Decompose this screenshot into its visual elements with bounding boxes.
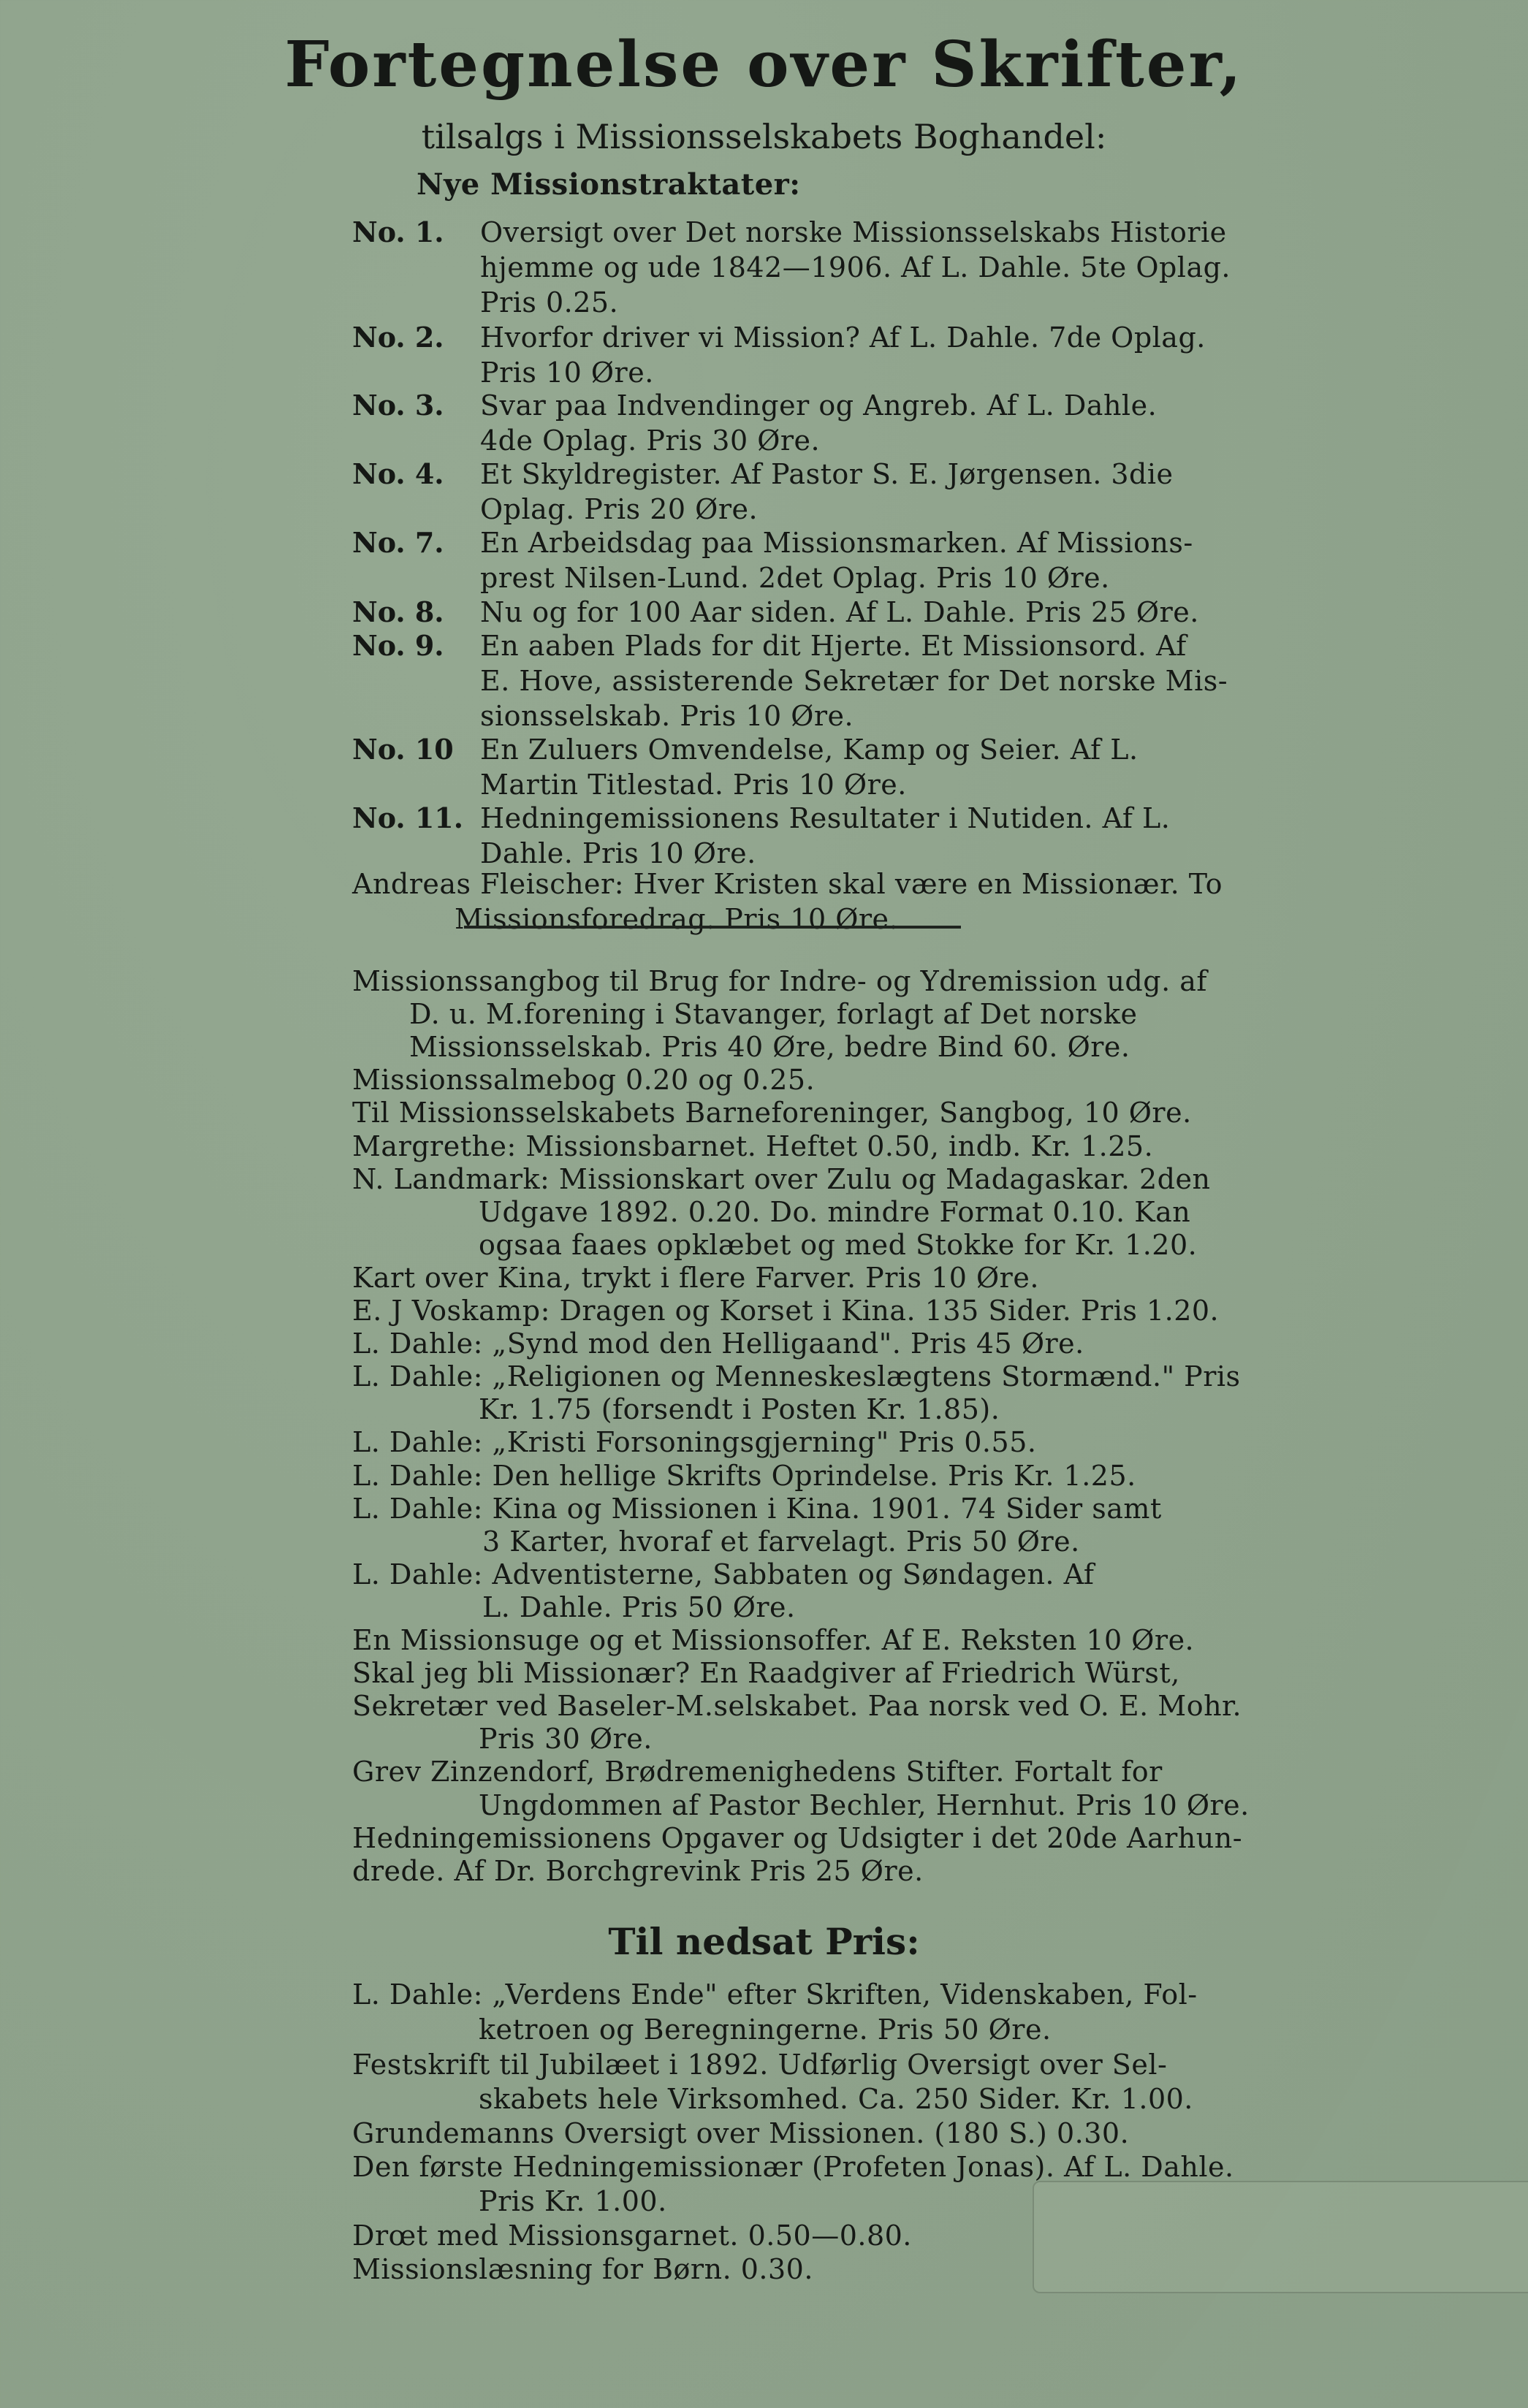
reduced-price-line: Drœt med Missionsgarnet. 0.50—0.80. [352, 2220, 912, 2252]
publication-line: Udgave 1892. 0.20. Do. mindre Format 0.10. Kan [479, 1196, 1191, 1228]
reduced-price-line: Festskrift til Jubilæet i 1892. Udførlig Oversigt over Sel- [352, 2049, 1168, 2081]
tract-text-line: Nu og for 100 Aar siden. Af L. Dahle. Pris 25 Øre. [480, 596, 1199, 628]
tract-text-line: Pris 0.25. [480, 286, 619, 319]
publication-line: L. Dahle: Den hellige Skrifts Oprindelse. Pris Kr. 1.25. [352, 1460, 1136, 1492]
publication-line: Til Missionsselskabets Barneforeninger, Sangbog, 10 Øre. [352, 1097, 1192, 1129]
publication-line: Missionsselskab. Pris 40 Øre, bedre Bind 60. Øre. [409, 1031, 1130, 1063]
page-subtitle: tilsalgs i Missionsselskabets Boghandel: [421, 117, 1107, 156]
reduced-price-line: ketroen og Beregningerne. Pris 50 Øre. [479, 2013, 1052, 2046]
tract-text-line: Dahle. Pris 10 Øre. [480, 837, 756, 869]
tract-text-line: Pris 10 Øre. [480, 357, 654, 389]
publication-line: Grev Zinzendorf, Brødremenighedens Stifter. Fortalt for [352, 1756, 1163, 1788]
publication-line: L. Dahle: „Kristi Forsoningsgjerning" Pris 0.55. [352, 1426, 1037, 1458]
tract-number: No. 1. [352, 216, 444, 248]
publication-line: N. Landmark: Missionskart over Zulu og Madagaskar. 2den [352, 1163, 1211, 1195]
publication-line: Missionssangbog til Brug for Indre- og Ydremission udg. af [352, 965, 1207, 997]
publication-line: L. Dahle: „Religionen og Menneskeslægtens Stormænd." Pris [352, 1360, 1241, 1392]
tract-number: No. 7. [352, 526, 444, 559]
publication-line: L. Dahle: Kina og Missionen i Kina. 1901. 74 Sider samt [352, 1493, 1162, 1525]
section-heading-new-tracts: Nye Missionstraktater: [417, 167, 801, 202]
publication-line: Kr. 1.75 (forsendt i Posten Kr. 1.85). [479, 1393, 1000, 1425]
tract-number: No. 10 [352, 733, 454, 766]
publication-line: L. Dahle: „Synd mod den Helligaand". Pris 45 Øre. [352, 1327, 1084, 1360]
publication-line: Pris 30 Øre. [479, 1723, 653, 1755]
publication-line: Kart over Kina, trykt i flere Farver. Pris 10 Øre. [352, 1262, 1039, 1294]
publication-line: ogsaa faaes opklæbet og med Stokke for Kr. 1.20. [479, 1229, 1198, 1261]
tract-text-line: Et Skyldregister. Af Pastor S. E. Jørgensen. 3die [480, 458, 1174, 490]
publication-line: L. Dahle. Pris 50 Øre. [482, 1591, 796, 1623]
tract-text-line: Svar paa Indvendinger og Angreb. Af L. Dahle. [480, 389, 1158, 422]
tract-text-line: prest Nilsen-Lund. 2det Oplag. Pris 10 Øre. [480, 562, 1110, 594]
publication-line: Skal jeg bli Missionær? En Raadgiver af Friedrich Würst, [352, 1657, 1180, 1689]
publication-line: Ungdommen af Pastor Bechler, Hernhut. Pris 10 Øre. [479, 1789, 1250, 1821]
fleischer-line-2: Missionsforedrag. Pris 10 Øre. [455, 903, 899, 935]
publication-line: 3 Karter, hvoraf et farvelagt. Pris 50 Øre. [482, 1525, 1080, 1558]
tract-number: No. 3. [352, 389, 444, 422]
publication-line: L. Dahle: Adventisterne, Sabbaten og Søndagen. Af [352, 1558, 1095, 1590]
tract-text-line: E. Hove, assisterende Sekretær for Det norske Mis- [480, 665, 1228, 697]
tract-text-line: 4de Oplag. Pris 30 Øre. [480, 424, 821, 457]
publication-line: En Missionsuge og et Missionsoffer. Af E. Reksten 10 Øre. [352, 1624, 1195, 1656]
tract-number: No. 4. [352, 457, 444, 490]
tract-number: No. 8. [352, 595, 444, 628]
reduced-price-line: skabets hele Virksomhed. Ca. 250 Sider. Kr. 1.00. [479, 2083, 1193, 2115]
tract-text-line: Oplag. Pris 20 Øre. [480, 493, 759, 525]
page-title: Fortegnelse over Skrifter, [284, 28, 1244, 102]
reduced-price-line: Pris Kr. 1.00. [479, 2185, 667, 2217]
publication-line: Sekretær ved Baseler-M.selskabet. Paa norsk ved O. E. Mohr. [352, 1690, 1242, 1722]
reduced-price-line: L. Dahle: „Verdens Ende" efter Skriften, Videnskaben, Fol- [352, 1978, 1198, 2011]
tract-text-line: En Zuluers Omvendelse, Kamp og Seier. Af L. [480, 734, 1139, 766]
tract-number: No. 2. [352, 321, 444, 354]
reduced-price-line: Missionslæsning for Børn. 0.30. [352, 2253, 813, 2285]
publication-line: Margrethe: Missionsbarnet. Heftet 0.50, indb. Kr. 1.25. [352, 1130, 1154, 1162]
tract-text-line: Oversigt over Det norske Missionsselskabs Historie [480, 216, 1227, 248]
publication-line: Missionssalmebog 0.20 og 0.25. [352, 1064, 816, 1096]
reduced-price-line: Den første Hedningemissionær (Profeten Jonas). Af L. Dahle. [352, 2151, 1234, 2183]
tract-text-line: En Arbeidsdag paa Missionsmarken. Af Missions- [480, 527, 1193, 559]
publication-line: E. J Voskamp: Dragen og Korset i Kina. 135 Sider. Pris 1.20. [352, 1295, 1220, 1327]
tract-number: No. 11. [352, 801, 463, 834]
tract-number: No. 9. [352, 629, 444, 662]
tract-text-line: En aaben Plads for dit Hjerte. Et Missionsord. Af [480, 630, 1187, 662]
tract-text-line: Hvorfor driver vi Mission? Af L. Dahle. 7de Oplag. [480, 321, 1206, 354]
tract-text-line: Martin Titlestad. Pris 10 Øre. [480, 769, 907, 801]
tract-text-line: Hedningemissionens Resultater i Nutiden. Af L. [480, 802, 1171, 834]
reduced-price-line: Grundemanns Oversigt over Missionen. (180 S.) 0.30. [352, 2117, 1130, 2149]
library-label-stamp [1033, 2181, 1528, 2293]
publication-line: D. u. M.forening i Stavanger, forlagt af Det norske [409, 998, 1138, 1030]
publication-line: drede. Af Dr. Borchgrevink Pris 25 Øre. [352, 1855, 924, 1887]
section-divider [464, 926, 961, 929]
fleischer-line-1: Andreas Fleischer: Hver Kristen skal være en Missionær. To [352, 868, 1223, 900]
section-heading-reduced-price: Til nedsat Pris: [608, 1920, 920, 1963]
tract-text-line: hjemme og ude 1842—1906. Af L. Dahle. 5te Oplag. [480, 251, 1231, 283]
tract-text-line: sionsselskab. Pris 10 Øre. [480, 700, 854, 732]
publication-line: Hedningemissionens Opgaver og Udsigter i det 20de Aarhun- [352, 1822, 1243, 1854]
